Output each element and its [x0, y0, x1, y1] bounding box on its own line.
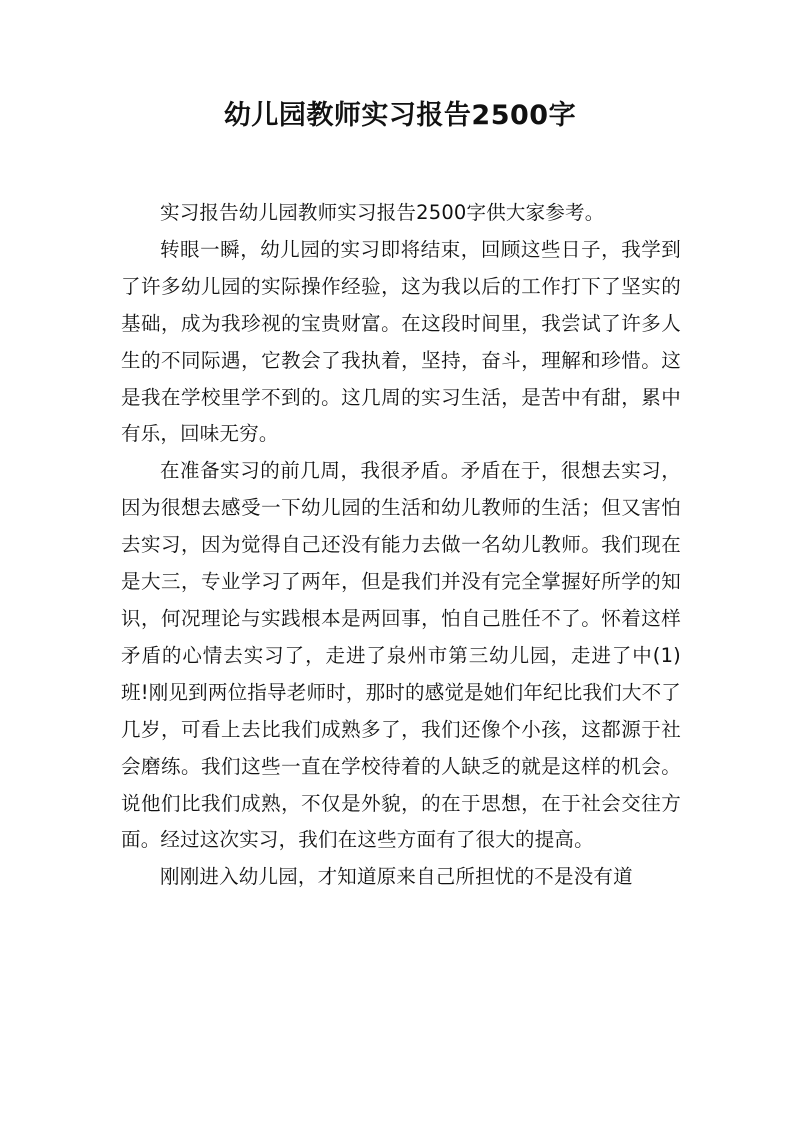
- paragraph-entering-kindergarten: 刚刚进入幼儿园，才知道原来自己所担忧的不是没有道: [160, 865, 633, 889]
- paragraph-preparation: 在准备实习的前几周，我很矛盾。矛盾在于，很想去实习，因为很想去感受一下幼儿园的生活和幼儿教师的生活；但又害怕去实习，因为觉得自己还没有能力去做一名幼儿教师。我们现在是大三，专业学习了两年，但是我们并没有完全掌握好所学的知识，何况理论与实践根本是两回事，怕自己胜任不了。怀着这样矛盾的心情去实习了，走进了泉州市第三幼儿园，走进了中(1)班!刚见到两位指导老师时，那时的感觉是她们年纪比我们大不了几岁，可看上去比我们成熟多了，我们还像个小孩，这都源于社会磨练。我们这些一直在学校待着的人缺乏的就是这样的机会。说他们比我们成熟，不仅是外貌，的在于思想，在于社会交往方面。经过这次实习，我们在这些方面有了很大的提高。: [121, 459, 681, 852]
- document-title: 幼儿园教师实习报告2500字: [223, 100, 577, 131]
- paragraph-intro: 实习报告幼儿园教师实习报告2500字供大家参考。: [160, 201, 605, 224]
- document-body: [121, 195, 681, 896]
- paragraph-reflection: 转眼一瞬，幼儿园的实习即将结束，回顾这些日子，我学到了许多幼儿园的实际操作经验，这为我以后的工作打下了坚实的基础，成为我珍视的宝贵财富。在这段时间里，我尝试了许多人生的不同际遇，它教会了我执着，坚持，奋斗，理解和珍惜。这是我在学校里学不到的。这几周的实习生活，是苦中有甜，累中有乐，回味无穷。: [121, 237, 681, 446]
